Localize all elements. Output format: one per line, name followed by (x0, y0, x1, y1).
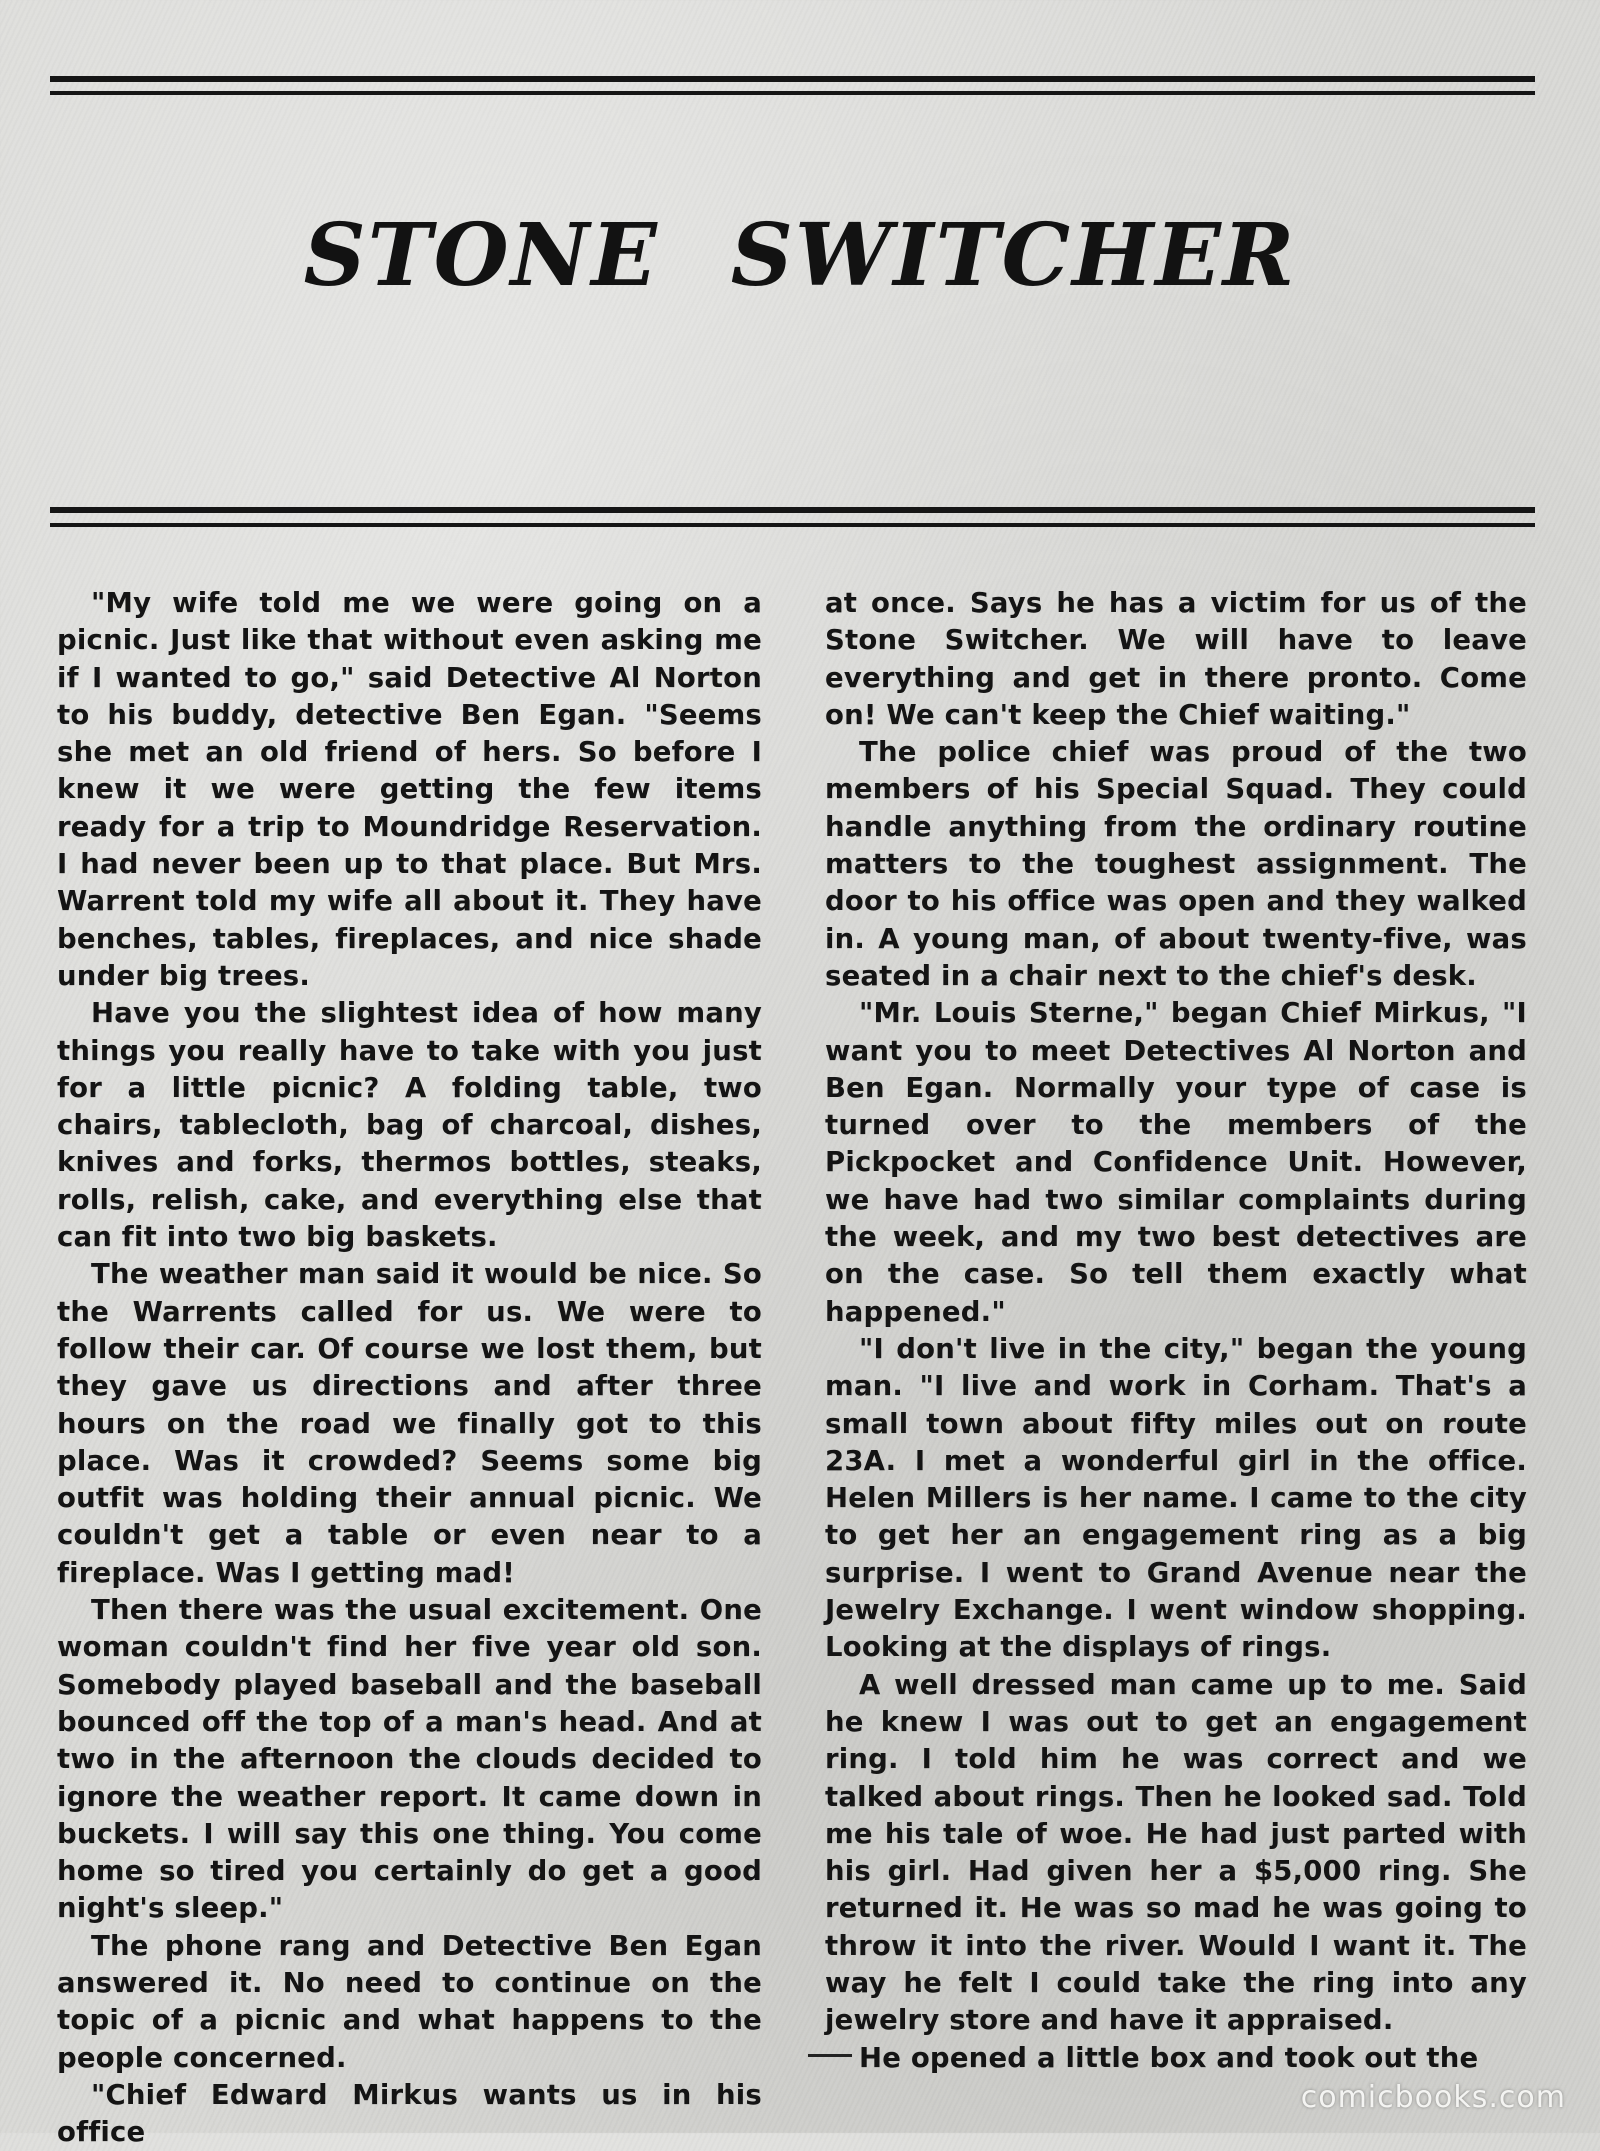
paragraph: "My wife told me we were going on a picnic. Just like that without even asking me if I wanted to go," said Detective Al Norton to his buddy, detective Ben Egan. "Seems she met an old friend of hers. So before I knew it we were getting the few items ready for a trip to Moundridge Reservation. I had never been up to that place. But Mrs. Warrent told my wife all about it. They have benches, tables, fireplaces, and nice shade under big trees. (57, 587, 762, 992)
paragraph: "Mr. Louis Sterne," began Chief Mirkus, "I want you to meet Detectives Al Norton and Ben Egan. Normally your type of case is turned over to the members of the Pickpocket and Confidence Unit. However, we have had two similar complaints during the week, and my two best detectives are on the case. So tell them exactly what happened." (825, 997, 1527, 1328)
paragraph: "I don't live in the city," began the young man. "I live and work in Corham. That's a small town about fifty miles out on route 23A. I met a wonderful girl in the office. Helen Millers is her name. I came to the city to get her an engagement ring as a big surprise. I went to Grand Avenue near the Jewelry Exchange. I went window shopping. Looking at the displays of rings. (825, 1332, 1527, 1664)
paragraph: The weather man said it would be nice. So the Warrents called for us. We were to follow their car. Of course we lost them, but they gave us directions and after three hours on the road we finally got to this place. Was it crowded? Seems some big outfit was holding their annual picnic. We couldn't get a table or even near to a fireplace. Was I getting mad! (57, 1258, 762, 1589)
paragraph: "Chief Edward Mirkus wants us in his office (57, 2078, 762, 2149)
header-rule-upper (50, 507, 1535, 513)
paragraph: The police chief was proud of the two members of his Special Squad. They could handle anything from the ordinary routine matters to the toughest assignment. The door to his office was open and they walked in. A young man, of about twenty-five, was seated in a chair next to the chief's desk. (825, 736, 1527, 992)
story-title: STONE SWITCHER (303, 205, 1297, 306)
paragraph: He opened a little box and took out the (859, 2041, 1479, 2074)
paragraph-continued: at once. Says he has a victim for us of the Stone Switcher. We will have to leave everything and get in there pronto. Come on! We can't keep the Chief waiting." (825, 587, 1527, 731)
paragraph: The phone rang and Detective Ben Egan answered it. No need to continue on the topic of a picnic and what happens to the people concerned. (57, 1929, 762, 2074)
paragraph: Have you the slightest idea of how many things you really have to take with you just for a little picnic? A folding table, two chairs, tablecloth, bag of charcoal, dishes, knives and forks, thermos bottles, steaks, rolls, relish, cake, and everything else that can fit into two big baskets. (57, 997, 762, 1254)
top-rule-upper (50, 76, 1535, 82)
paragraph: Then there was the usual excitement. One woman couldn't find her five year old son. Somebody played baseball and the baseball bounced off the top of a man's head. And at two in the afternoon the clouds decided to ignore the weather report. It came down in buckets. I will say this one thing. You come home so tired you certainly do get a good night's sleep." (57, 1594, 762, 1925)
left-column (57, 585, 762, 2151)
paragraph: A well dressed man came up to me. Said he knew I was out to get an engagement ring. I told him he was correct and we talked about rings. Then he looked sad. Told me his tale of woe. He had just parted with his girl. Had given her a $5,000 ring. She returned it. He was so mad he was going to throw it into the river. Would I want it. The way he felt I could take the ring into any jewelry store and have it appraised. (825, 1668, 1527, 2037)
watermark: comicbooks.com (1300, 2080, 1566, 2115)
right-column (825, 585, 1527, 2077)
header-rule-lower (50, 523, 1535, 527)
top-rule-lower (50, 91, 1535, 95)
